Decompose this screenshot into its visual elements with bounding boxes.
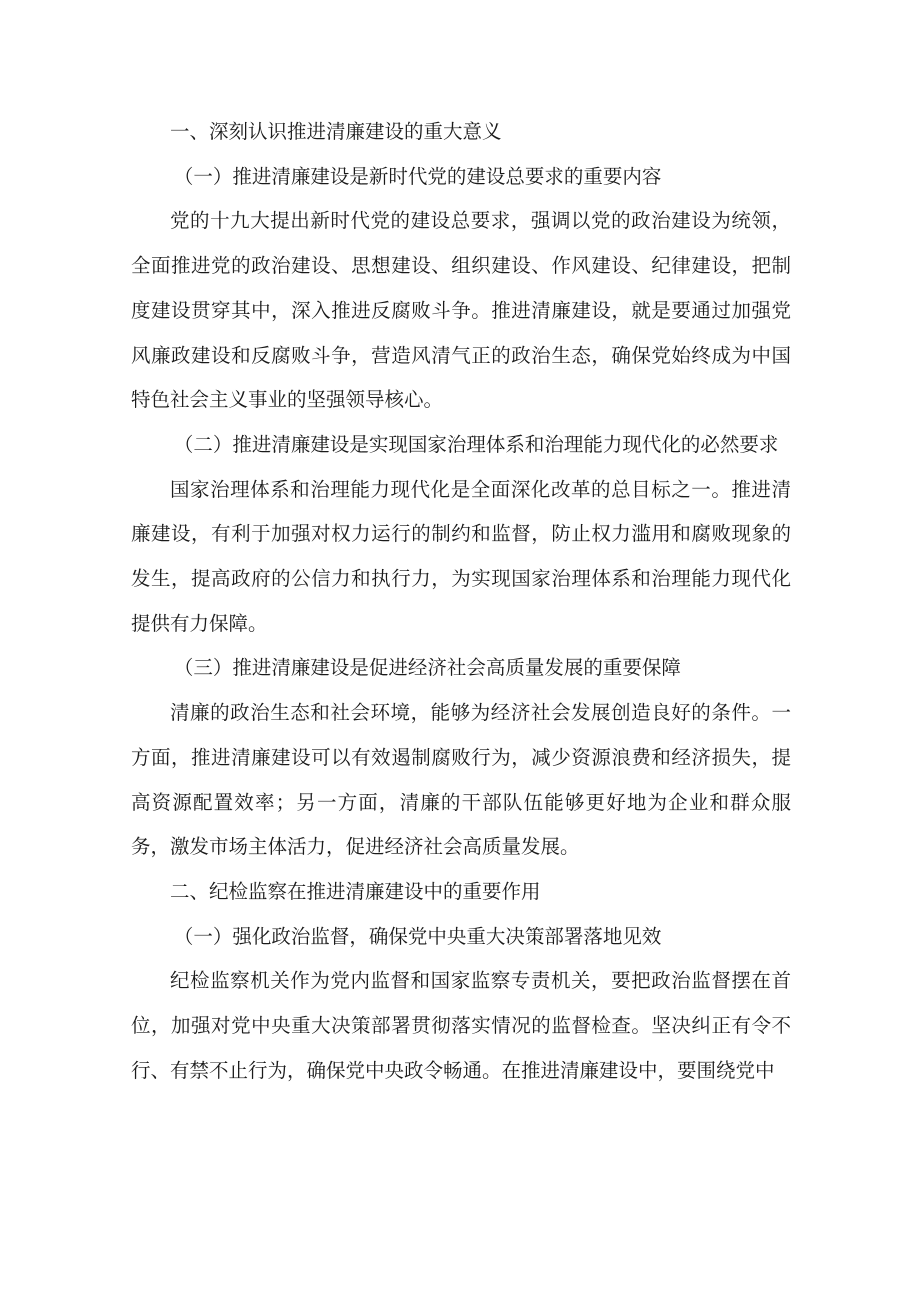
body-paragraph: 纪检监察机关作为党内监督和国家监察专责机关，要把政治监督摆在首位，加强对党中央重大决策部署贯彻落实情况的监督检查。坚决纠正有令不行、有禁不止行为，确保党中央政令畅通。在推进清廉建设中，要围绕党中 xyxy=(131,969,791,1082)
subsection-heading-1-3: （三）推进清廉建设是促进经济社会高质量发展的重要保障 xyxy=(173,656,681,680)
document-body xyxy=(131,110,791,1093)
subsection-heading-1-2: （二）推进清廉建设是实现国家治理体系和治理能力现代化的必然要求 xyxy=(173,432,779,456)
body-paragraph: 党的十九大提出新时代党的建设总要求，强调以党的政治建设为统领，全面推进党的政治建设、思想建设、组织建设、作风建设、纪律建设，把制度建设贯穿其中，深入推进反腐败斗争。推进清廉建设，就是要通过加强党风廉政建设和反腐败斗争，营造风清气正的政治生态，确保党始终成为中国特色社会主义事业的坚强领导核心。 xyxy=(131,209,791,412)
section-heading-2: 二、纪检监察在推进清廉建设中的重要作用 xyxy=(170,879,541,903)
subsection-heading-2-1: （一）强化政治监督，确保党中央重大决策部署落地见效 xyxy=(173,924,662,948)
subsection-heading-1-1: （一）推进清廉建设是新时代党的建设总要求的重要内容 xyxy=(173,164,662,188)
section-heading-1: 一、深刻认识推进清廉建设的重大意义 xyxy=(170,120,502,143)
body-paragraph: 国家治理体系和治理能力现代化是全面深化改革的总目标之一。推进清廉建设，有利于加强对权力运行的制约和监督，防止权力滥用和腐败现象的发生，提高政府的公信力和执行力，为实现国家治理体系和治理能力现代化提供有力保障。 xyxy=(131,477,791,635)
body-paragraph: 清廉的政治生态和社会环境，能够为经济社会发展创造良好的条件。一方面，推进清廉建设可以有效遏制腐败行为，减少资源浪费和经济损失，提高资源配置效率；另一方面，清廉的干部队伍能够更好地为企业和群众服务，激发市场主体活力，促进经济社会高质量发展。 xyxy=(131,701,791,859)
